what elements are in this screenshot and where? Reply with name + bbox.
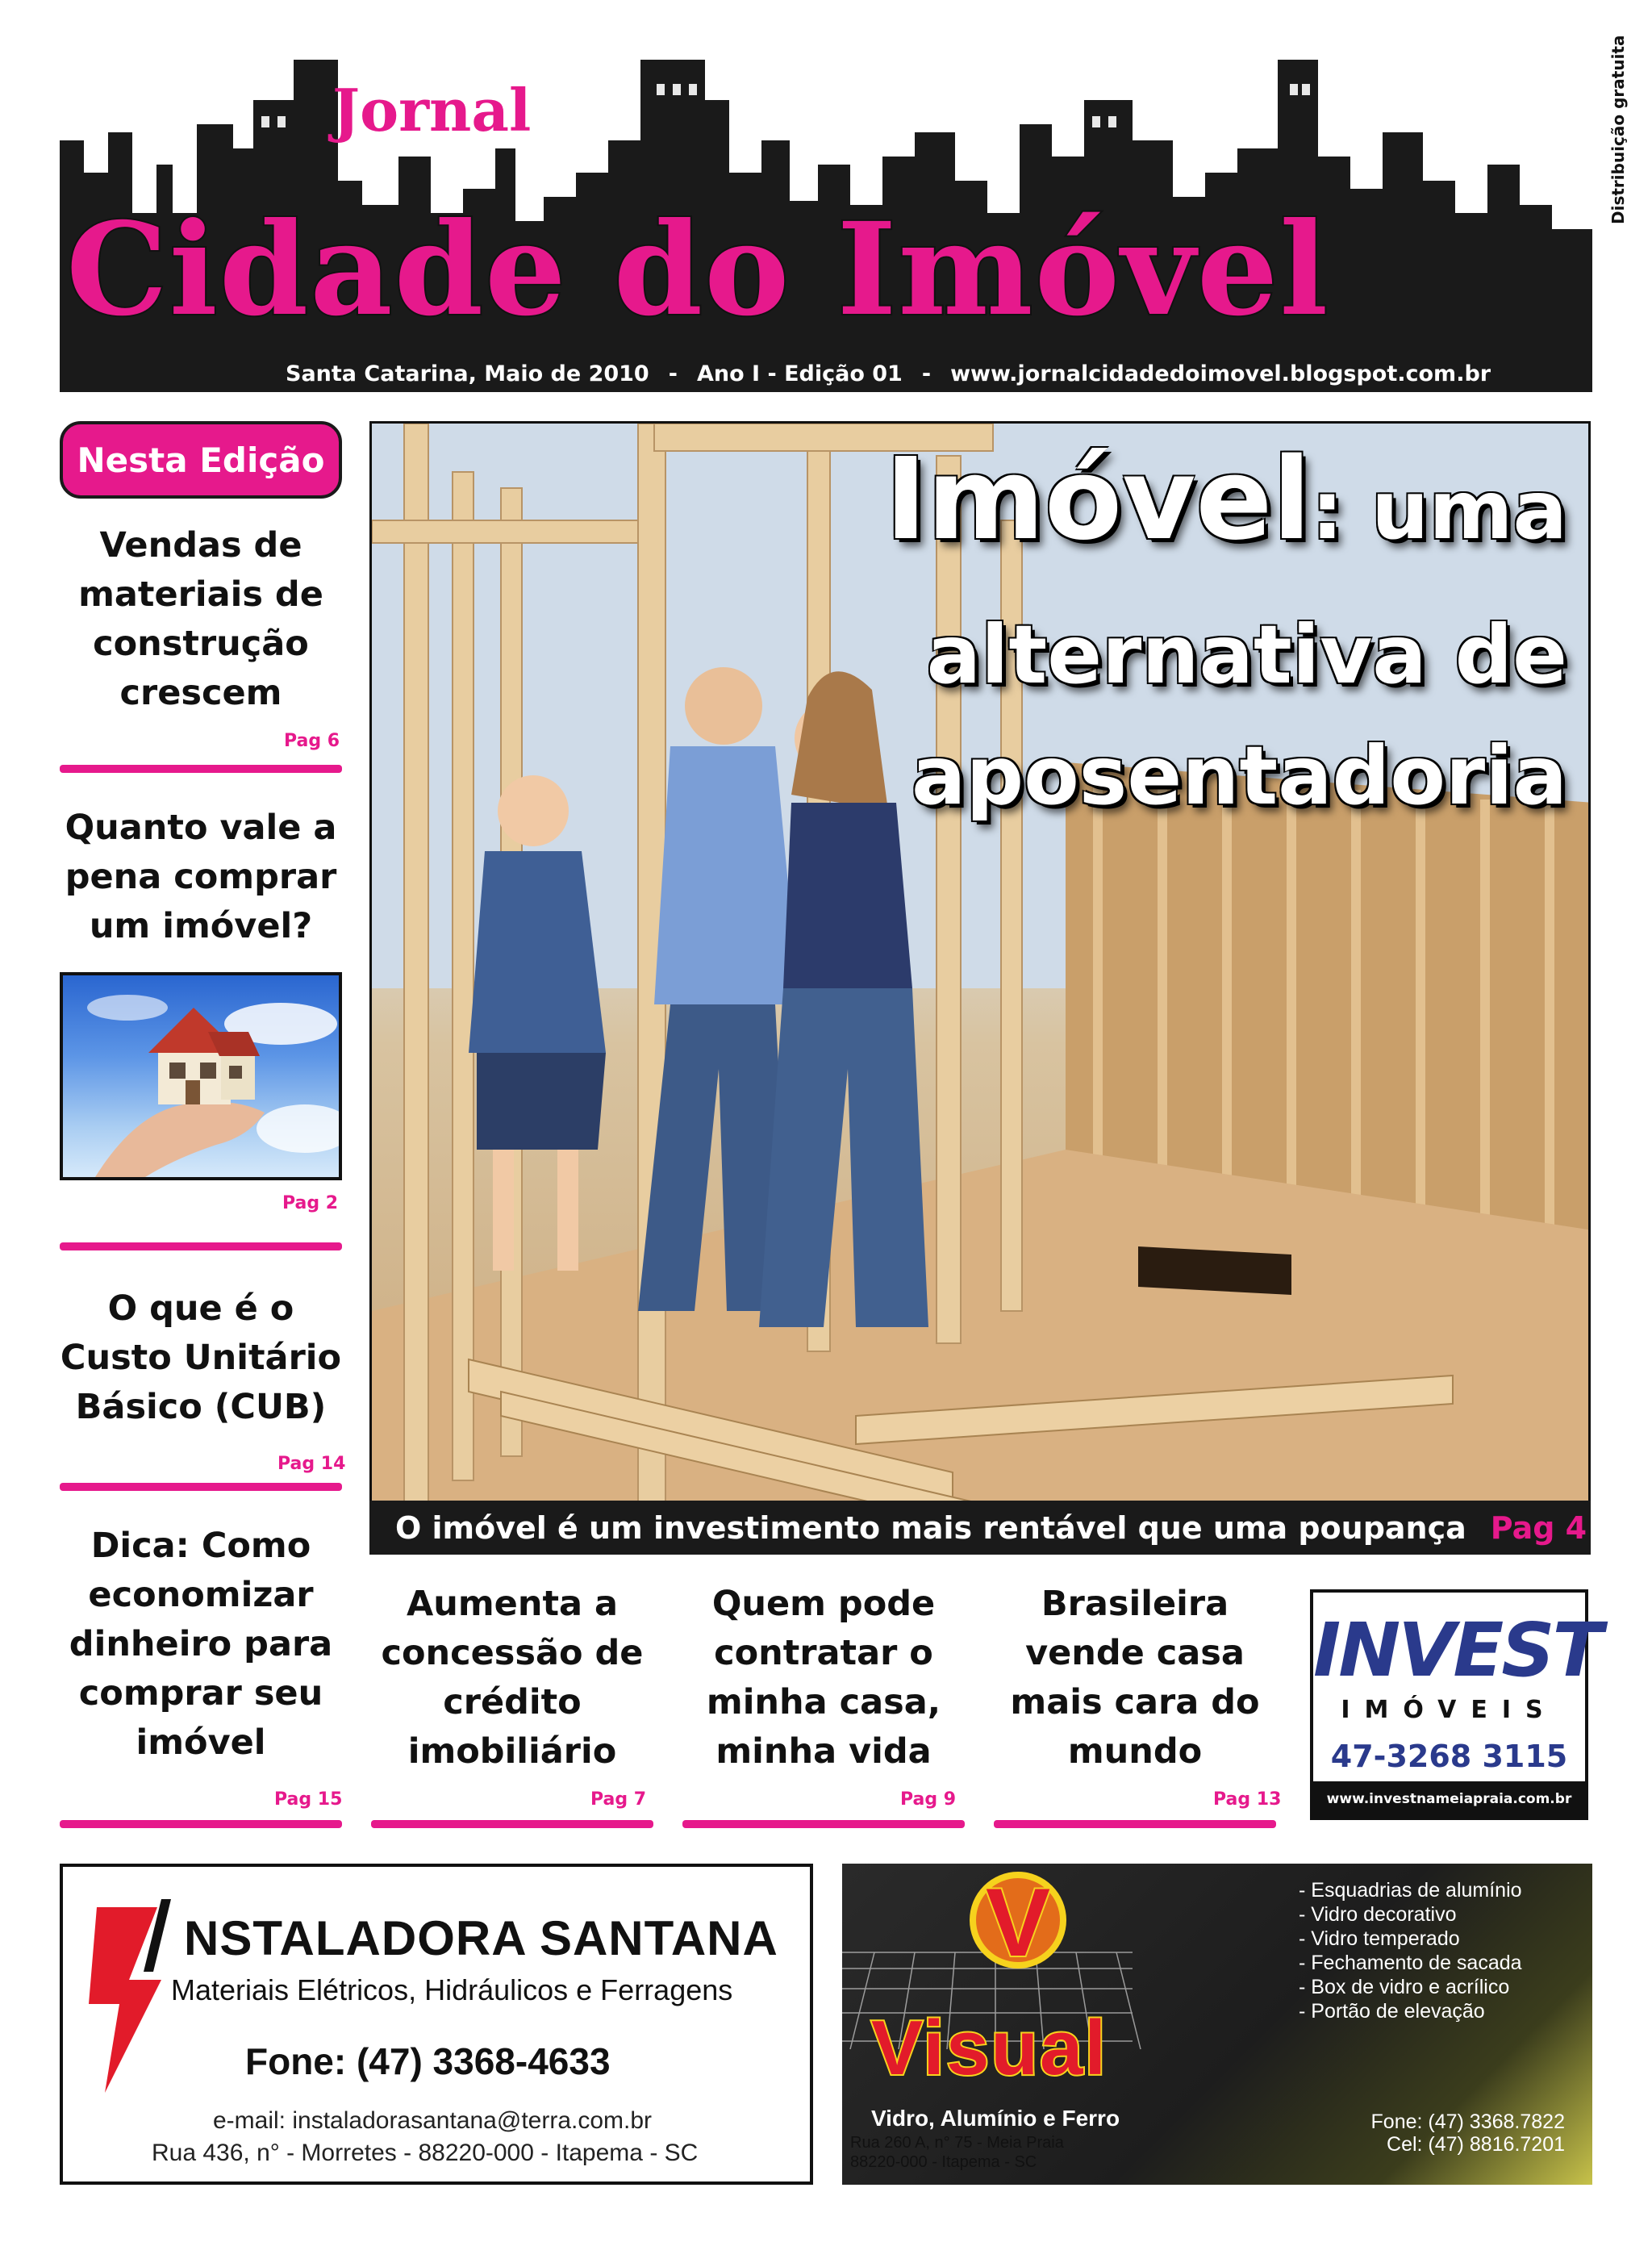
nesta-edicao-header: Nesta Edição xyxy=(60,421,342,499)
list-item: - Portão de elevação xyxy=(1299,2000,1485,2023)
santana-subtitle: Materiais Elétricos, Hidráulicos e Ferragens xyxy=(171,1973,733,2006)
strip-separator: - xyxy=(668,361,678,386)
list-item: - Esquadrias de alumínio xyxy=(1299,1879,1522,1902)
sidebar-story-title[interactable]: Dica: Como economizar dinheiro para comprar seu imóvel xyxy=(69,1526,333,1763)
invest-phone: 47-3268 3115 xyxy=(1330,1739,1568,1774)
masthead xyxy=(60,52,1592,390)
santana-address: Rua 436, n° - Morretes - 88220-000 - Itapema - SC xyxy=(152,2140,699,2166)
hero-headline xyxy=(841,434,1567,837)
sidebar-story-title[interactable]: Quanto vale a pena comprar um imóvel? xyxy=(65,808,337,946)
invest-website[interactable]: www.investnameiapraia.com.br xyxy=(1313,1781,1585,1817)
headline-uma: uma xyxy=(1343,463,1567,557)
story-divider xyxy=(60,765,342,773)
distribution-note: Distribuição gratuita xyxy=(1608,35,1628,224)
list-item: - Fechamento de sacada xyxy=(1299,1952,1522,1974)
list-item: - Vidro temperado xyxy=(1299,1927,1460,1950)
bottom-story-title[interactable]: Aumenta a concessão de crédito imobiliário xyxy=(381,1584,644,1772)
list-item: - Vidro decorativo xyxy=(1299,1903,1457,1926)
edition-label: Ano I - Edição 01 xyxy=(696,361,903,386)
visual-vidro-ad[interactable] xyxy=(842,1864,1592,2185)
visual-phone: Fone: (47) 3368.7822 xyxy=(1370,2110,1565,2133)
sidebar-story-title[interactable]: O que é o Custo Unitário Básico (CUB) xyxy=(60,1288,342,1427)
sidebar-story-page[interactable]: Pag 15 xyxy=(274,1789,343,1810)
visual-logo: Visual xyxy=(871,2005,1108,2091)
sidebar-story-page[interactable]: Pag 14 xyxy=(277,1454,346,1474)
hero-caption-page[interactable]: Pag 4 xyxy=(1490,1509,1587,1546)
visual-cell: Cel: (47) 8816.7201 xyxy=(1387,2133,1565,2156)
story-divider xyxy=(371,1820,653,1828)
story-divider xyxy=(60,1242,342,1250)
headline-colon: : xyxy=(1311,463,1344,557)
story-divider xyxy=(994,1820,1276,1828)
headline-line-2: alternativa de xyxy=(926,607,1567,702)
bottom-story-page[interactable]: Pag 7 xyxy=(590,1789,647,1810)
location-date: Santa Catarina, Maio de 2010 xyxy=(286,361,649,386)
bottom-story-page[interactable]: Pag 9 xyxy=(900,1789,957,1810)
visual-tagline: Vidro, Alumínio e Ferro xyxy=(871,2106,1120,2131)
house-illustration xyxy=(63,975,342,1180)
visual-address-line-2: 88220-000 - Itapema - SC xyxy=(850,2153,1037,2171)
house-in-hand-photo xyxy=(60,972,342,1180)
visual-address xyxy=(850,2133,1064,2172)
santana-email[interactable]: e-mail: instaladorasantana@terra.com.br xyxy=(213,2107,653,2134)
hero-caption-bar[interactable] xyxy=(369,1501,1591,1555)
sidebar-story-title[interactable]: Vendas de materiais de construção crescem xyxy=(78,525,323,713)
headline-imovel: Imóvel xyxy=(884,434,1312,566)
santana-company-name: NSTALADORA SANTANA xyxy=(184,1911,778,1965)
hero-photo xyxy=(369,421,1591,1555)
strip-separator: - xyxy=(921,361,932,386)
invest-subtitle: IMÓVEIS xyxy=(1341,1696,1558,1724)
list-item: - Box de vidro e acrílico xyxy=(1299,1976,1510,1998)
santana-phone: Fone: (47) 3368-4633 xyxy=(245,2040,611,2082)
masthead-jornal-label: Jornal xyxy=(332,76,532,144)
bottom-story-title[interactable]: Quem pode contratar o minha casa, minha vida xyxy=(706,1584,941,1772)
headline-line-3: aposentadoria xyxy=(912,729,1567,823)
lightning-bolt-icon xyxy=(81,1891,177,2093)
sidebar-story-page[interactable]: Pag 6 xyxy=(284,731,340,751)
story-divider xyxy=(60,1483,342,1491)
visual-v-letter: V xyxy=(986,1868,1051,1977)
masthead-title: Cidade do Imóvel xyxy=(66,195,1330,344)
website-link[interactable]: www.jornalcidadedoimovel.blogspot.com.br xyxy=(950,361,1491,386)
visual-contacts xyxy=(1371,2110,1565,2156)
hero-caption-text: O imóvel é um investimento mais rentável que uma poupança xyxy=(395,1509,1466,1546)
invest-logo: INVEST xyxy=(1313,1607,1601,1693)
invest-imoveis-ad[interactable] xyxy=(1310,1589,1601,1820)
instaladora-santana-ad[interactable] xyxy=(60,1864,813,2185)
masthead-info-strip xyxy=(60,355,1592,392)
bottom-story-title[interactable]: Brasileira vende casa mais cara do mundo xyxy=(1010,1584,1260,1772)
visual-address-line-1: Rua 260 A, n° 75 - Meia Praia xyxy=(850,2134,1064,2152)
sidebar-story-page[interactable]: Pag 2 xyxy=(282,1193,339,1213)
story-divider xyxy=(60,1820,342,1828)
visual-services-list xyxy=(1299,1878,1522,2023)
bottom-story-page[interactable]: Pag 13 xyxy=(1213,1789,1282,1810)
story-divider xyxy=(682,1820,965,1828)
